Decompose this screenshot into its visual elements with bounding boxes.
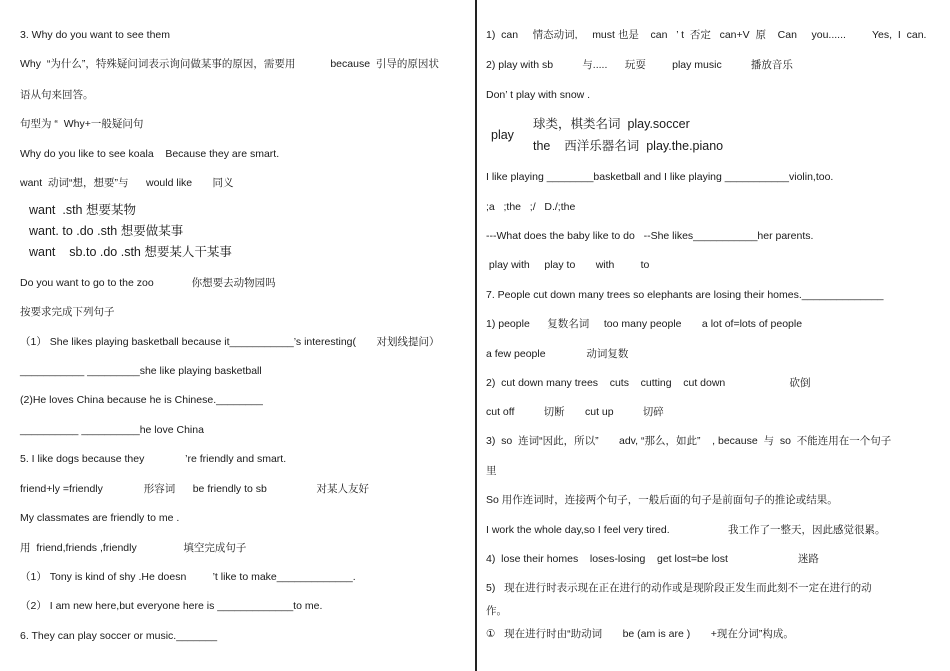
exercise-options: ;a ;the ;/ D./;the [486,201,576,213]
right-column [478,0,950,671]
usage-keyword: play [491,128,514,142]
text-line: want 动词“想，想要”与 would like 同义 [20,177,234,189]
exercise-answer-line: ___________ _________she like playing basketball [20,365,262,377]
example-sentence: Don’ t play with snow . [486,89,591,101]
text-line: cut off 切断 cut up 切碎 [486,406,664,418]
exercise-instruction: 按要求完成下列句子 [20,306,115,318]
usage-line: 球类，棋类名词 play.soccer [533,117,690,131]
text-line: 里 [486,465,497,477]
usage-line: want. to .do .sth 想要做某事 [29,224,184,238]
example-sentence: I work the whole day,so I feel very tired. 我工作了一整天，因此感觉很累。 [486,524,886,536]
text-line: 3) so 连词“因此，所以” adv, “那么，如此” , because 与 so 不能连用在一个句子 [486,435,892,447]
text-line: friend+ly =friendly 形容词 be friendly to sb 对某人友好 [20,483,369,495]
text-line: a few people 动词复数 [486,348,629,360]
text-line: 1) people 复数名词 too many people a lot of=lots of people [486,318,803,330]
text-line: 作。 [486,605,507,617]
text-line: Why “为什么”，特殊疑问词表示询问做某事的原因，需要用 because 引导的原因状 [20,58,439,70]
example-sentence: Do you want to go to the zoo 你想要去动物园吗 [20,277,276,289]
exercise-item: ---What does the baby like to do --She likes___________her parents. [486,230,814,242]
exercise-item: （1） Tony is kind of shy .He doesn ’t like to make_____________. [20,571,356,583]
text-line: 5) 现在进行时表示现在正在进行的动作或是现阶段正发生而此刻不一定在进行的动 [486,582,872,594]
exercise-options: play with play to with to [486,259,650,271]
usage-line: want .sth 想要某物 [29,203,136,217]
exercise-answer-line: __________ __________he love China [20,424,204,436]
exercise-item: I like playing ________basketball and I like playing ___________violin,too. [486,171,834,183]
text-line: 4) lose their homes loses-losing get lost=be lost 迷路 [486,553,819,565]
exercise-instruction: 用 friend,friends ,friendly 填空完成句子 [20,542,247,554]
section-7-heading: 7. People cut down many trees so elephants are losing their homes.______________ [486,289,884,301]
text-line: 1) can 情态动词, must 也是 can ’ t 否定 can+V 原 Can you...... Yes, I can. [486,29,927,41]
section-5-heading: 5. I like dogs because they ’re friendly and smart. [20,453,287,465]
section-3-heading: 3. Why do you want to see them [20,29,170,41]
usage-line: want sb.to .do .sth 想要某人干某事 [29,245,232,259]
example-sentence: My classmates are friendly to me . [20,512,180,524]
usage-line: the 西洋乐器名词 play.the.piano [533,139,724,153]
text-line: 句型为 “ Why+一般疑问句 [20,118,144,130]
exercise-item: (2)He loves China because he is Chinese.________ [20,394,263,406]
exercise-item: （2） I am new here,but everyone here is _____________to me. [20,600,323,612]
text-line: 2) cut down many trees cuts cutting cut down 砍倒 [486,377,811,389]
exercise-item: （1） She likes playing basketball because it___________’s interesting( 对划线提问） [20,336,440,348]
section-6-heading: 6. They can play soccer or music._______ [20,630,218,642]
text-line: ① 现在进行时由“助动词 be (am is are ) +现在分词”构成。 [486,628,794,640]
text-line: 语从句来回答。 [20,89,94,101]
example-sentence: Why do you like to see koala Because they are smart. [20,148,280,160]
text-line: 2) play with sb 与..... 玩耍 play music 播放音乐 [486,59,793,71]
column-divider [475,0,477,671]
text-line: So 用作连词时，连接两个句子，一般后面的句子是前面句子的推论或结果。 [486,494,838,506]
